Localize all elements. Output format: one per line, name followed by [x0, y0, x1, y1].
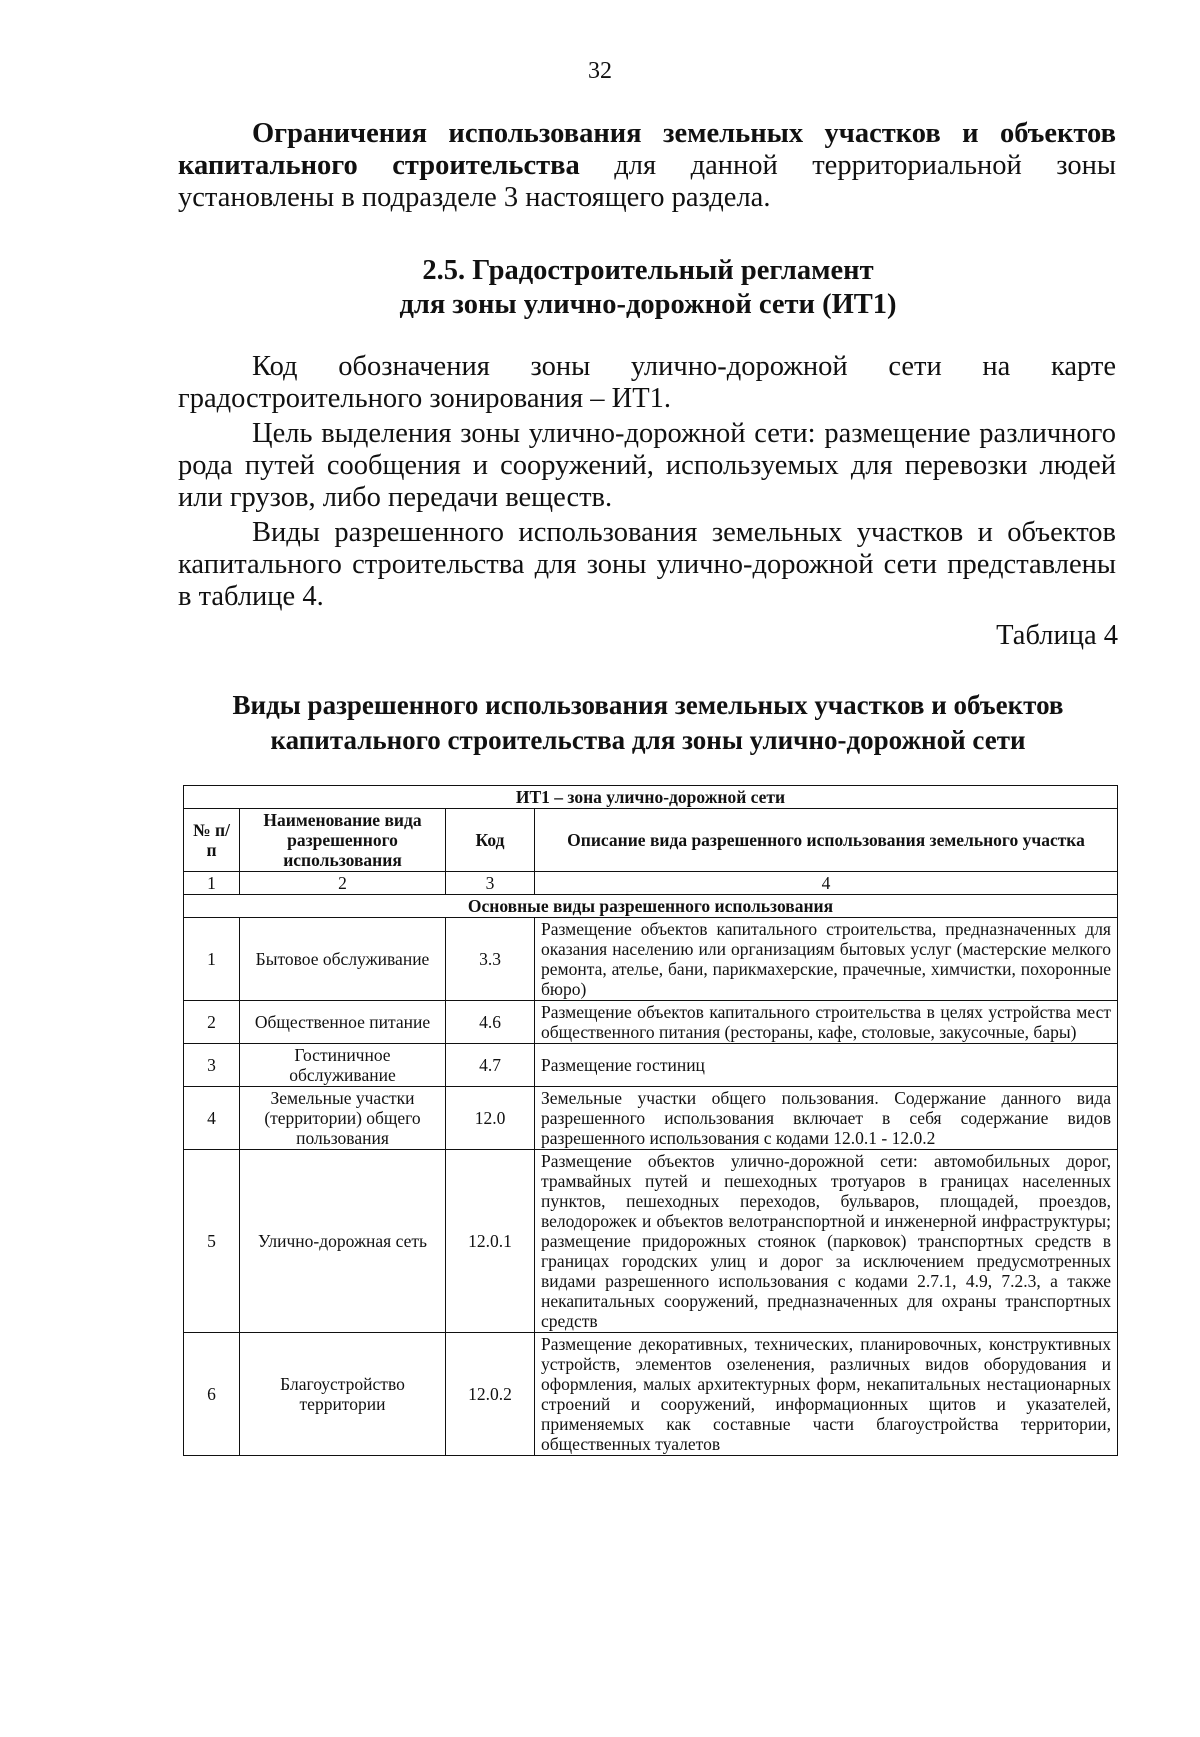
row-num: 5	[184, 1150, 240, 1333]
zone-header: ИТ1 – зона улично-дорожной сети	[184, 786, 1118, 809]
column-header-row	[184, 809, 1118, 872]
column-number: 2	[240, 872, 446, 895]
column-number: 4	[535, 872, 1118, 895]
row-code: 4.6	[446, 1001, 535, 1044]
table-title	[160, 688, 1136, 758]
row-num: 4	[184, 1087, 240, 1150]
table-row	[184, 1150, 1118, 1333]
table-title-line2: капитального строительства для зоны улично-дорожной сети	[270, 725, 1026, 755]
row-description: Размещение объектов капитального строительства, предназначенных для оказания населению или организациям бытовых услуг (мастерские мелкого ремонта, ателье, бани, парикмахерские, прачечные, химчистки, похоронные бюро)	[535, 918, 1118, 1001]
row-code: 12.0.1	[446, 1150, 535, 1333]
zone-header-row	[184, 786, 1118, 809]
row-description: Земельные участки общего пользования. Содержание данного вида разрешенного использования включает в себя содержание видов разрешенного использования с кодами 12.0.1 - 12.0.2	[535, 1087, 1118, 1150]
table-row	[184, 1333, 1118, 1456]
row-name: Общественное питание	[240, 1001, 446, 1044]
row-name: Благоустройство территории	[240, 1333, 446, 1456]
page-number: 32	[588, 58, 612, 84]
column-number: 1	[184, 872, 240, 895]
row-code: 12.0	[446, 1087, 535, 1150]
table-row	[184, 1087, 1118, 1150]
row-description: Размещение декоративных, технических, планировочных, конструктивных устройств, элементов озеленения, различных видов оборудования и оформления, малых архитектурных форм, некапитальных нестационарных строений и сооружений, информационных щитов и указателей, применяемых как составные части благоустройства территории, общественных туалетов	[535, 1333, 1118, 1456]
section-heading-line1: 2.5. Градостроительный регламент	[422, 255, 874, 286]
table-row	[184, 1044, 1118, 1087]
row-name: Улично-дорожная сеть	[240, 1150, 446, 1333]
permitted-uses-table	[183, 785, 1118, 1456]
table-row	[184, 918, 1118, 1001]
header-num: № п/п	[184, 809, 240, 872]
row-name: Гостиничное обслуживание	[240, 1044, 446, 1087]
table-row	[184, 1001, 1118, 1044]
row-num: 1	[184, 918, 240, 1001]
row-description: Размещение объектов улично-дорожной сети: автомобильных дорог, трамвайных путей и пешеходных тротуаров в границах населенных пунктов, пешеходных переходов, бульваров, площадей, проездов, велодорожек и объектов велотранспортной и инженерной инфраструктуры; размещение придорожных стоянок (парковок) транспортных средств в границах городских улиц и дорог за исключением предусмотренных видами разрешенного использования с кодами 2.7.1, 4.9, 7.2.3, а также некапитальных сооружений, предназначенных для охраны транспортных средств	[535, 1150, 1118, 1333]
row-code: 12.0.2	[446, 1333, 535, 1456]
row-code: 3.3	[446, 918, 535, 1001]
row-description: Размещение объектов капитального строительства в целях устройства мест общественного питания (рестораны, кафе, столовые, закусочные, бары)	[535, 1001, 1118, 1044]
row-code: 4.7	[446, 1044, 535, 1087]
section-heading	[160, 254, 1136, 322]
row-description: Размещение гостиниц	[535, 1044, 1118, 1087]
row-num: 6	[184, 1333, 240, 1456]
section-heading-line2: для зоны улично-дорожной сети (ИТ1)	[399, 289, 897, 320]
paragraph-zone-purpose: Цель выделения зоны улично-дорожной сети: размещение различного рода путей сообщения и сооружений, используемых для перевозки людей или грузов, либо передачи веществ.	[178, 418, 1116, 513]
intro-bold-text: Ограничения использования земельных участков и объектов капитального строительства	[178, 118, 1116, 181]
table-title-line1: Виды разрешенного использования земельных участков и объектов	[232, 690, 1064, 720]
row-name: Бытовое обслуживание	[240, 918, 446, 1001]
section-row	[184, 895, 1118, 918]
header-code: Код	[446, 809, 535, 872]
intro-rest-text: для данной территориальной зоны установлены в подразделе 3 настоящего раздела.	[178, 150, 1116, 213]
header-name: Наименование вида разрешенного использования	[240, 809, 446, 872]
table-label: Таблица 4	[996, 620, 1118, 651]
paragraph-permitted-uses: Виды разрешенного использования земельных участков и объектов капитального строительства для зоны улично-дорожной сети представлены в таблице 4.	[178, 517, 1116, 612]
row-num: 2	[184, 1001, 240, 1044]
row-num: 3	[184, 1044, 240, 1087]
column-number-row	[184, 872, 1118, 895]
row-name: Земельные участки (территории) общего пользования	[240, 1087, 446, 1150]
column-number: 3	[446, 872, 535, 895]
section-label: Основные виды разрешенного использования	[184, 895, 1118, 918]
header-description: Описание вида разрешенного использования земельного участка	[535, 809, 1118, 872]
paragraph-zone-code: Код обозначения зоны улично-дорожной сети на карте градостроительного зонирования – ИТ1.	[178, 351, 1116, 414]
intro-paragraph	[178, 118, 1116, 214]
